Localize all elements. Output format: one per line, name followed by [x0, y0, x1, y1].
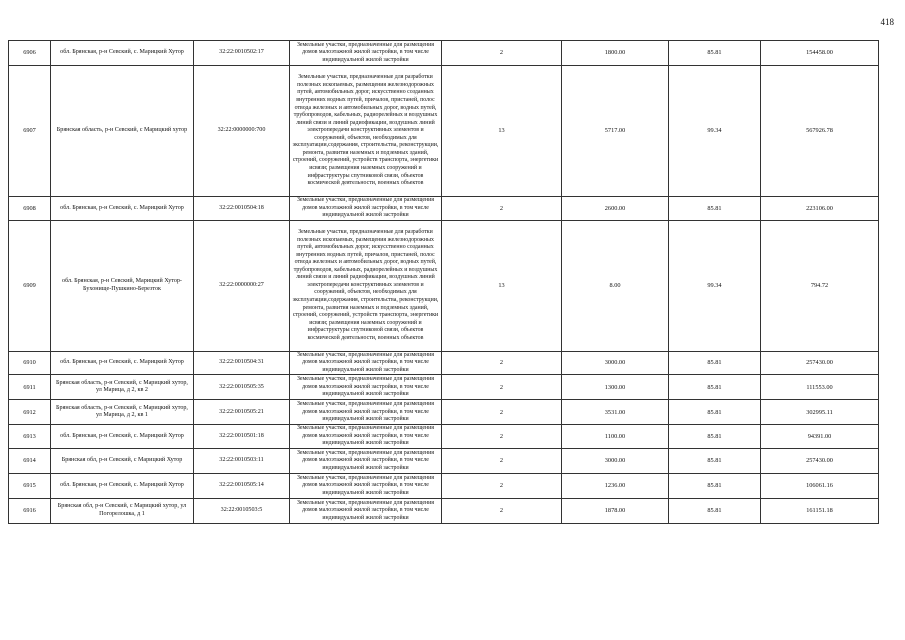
table-row [9, 498, 879, 523]
group-code-cell: 13 [442, 66, 562, 197]
table-row [9, 66, 879, 197]
address-cell: Брянская обл, р-н Севский, с Марицкий хутор, ул Погорелошка, д 1 [51, 498, 194, 523]
cadastral-number-cell: 32:22:0010505:14 [194, 473, 290, 498]
address-cell: Брянская область, р-н Севский, с Марицкий хутор [51, 66, 194, 197]
row-number-cell: 6915 [9, 473, 51, 498]
cadastral-number-cell: 32:22:0000000:27 [194, 220, 290, 351]
land-use-cell: Земельные участки, предназначенные для размещения домов малоэтажной жилой застройки, в том числе индивидуальной жилой застройки [290, 375, 442, 400]
address-cell: Брянская область, р-н Севский, с Марицкий хутор, ул Марица, д 2, кв 2 [51, 375, 194, 400]
cadastral-value-cell: 111553.00 [761, 375, 879, 400]
cadastral-value-cell: 794.72 [761, 220, 879, 351]
row-number-cell: 6912 [9, 400, 51, 425]
area-cell: 1800.00 [562, 41, 669, 66]
table-row [9, 400, 879, 425]
row-number-cell: 6913 [9, 425, 51, 449]
area-cell: 3000.00 [562, 351, 669, 375]
address-cell: обл. Брянская, р-н Севский, с. Марицкий Хутор [51, 351, 194, 375]
table-row [9, 448, 879, 473]
cadastral-number-cell: 32:22:0010501:18 [194, 425, 290, 449]
row-number-cell: 6914 [9, 448, 51, 473]
group-code-cell: 2 [442, 425, 562, 449]
address-cell: обл. Брянская, р-н Севский, с. Марицкий Хутор [51, 41, 194, 66]
page-number: 418 [880, 17, 894, 27]
cadastral-number-cell: 32:22:0010503:11 [194, 448, 290, 473]
cadastral-value-cell: 94391.00 [761, 425, 879, 449]
group-code-cell: 2 [442, 448, 562, 473]
rate-cell: 99.34 [669, 66, 761, 197]
table-body [9, 41, 879, 524]
row-number-cell: 6909 [9, 220, 51, 351]
table-row [9, 220, 879, 351]
land-use-cell: Земельные участки, предназначенные для размещения домов малоэтажной жилой застройки, в том числе индивидуальной жилой застройки [290, 351, 442, 375]
table-row [9, 375, 879, 400]
cadastral-value-cell: 106061.16 [761, 473, 879, 498]
cadastral-number-cell: 32:22:0010504:31 [194, 351, 290, 375]
rate-cell: 85.81 [669, 425, 761, 449]
land-use-cell: Земельные участки, предназначенные для разработки полезных ископаемых, размещения железнодорожных путей, автомобильных дорог, искусственно созданных внутренних водных путей, причалов, пристаней, полос отвода железных и автомобильных дорог, водных путей, трубопроводов, кабельных, радиорелейных и воздушных линий связи и линий радиофикации, воздушных линий электропередачи конструктивных элементов и сооружений, объектов, необходимых для эксплуатации,содержания, строительства, реконструкции, ремонта, развития наземных и подземных зданий, строений, сооружений, устройств транспорта, энергетики исвязи; размещения наземных сооружений и инфраструктуры спутниковой связи, объектов космической деятельности, военных объектов [290, 220, 442, 351]
group-code-cell: 13 [442, 220, 562, 351]
cadastral-number-cell: 32:22:0010505:21 [194, 400, 290, 425]
area-cell: 5717.00 [562, 66, 669, 197]
group-code-cell: 2 [442, 351, 562, 375]
row-number-cell: 6907 [9, 66, 51, 197]
group-code-cell: 2 [442, 400, 562, 425]
land-use-cell: Земельные участки, предназначенные для размещения домов малоэтажной жилой застройки, в том числе индивидуальной жилой застройки [290, 400, 442, 425]
cadastral-number-cell: 32:22:0010502:17 [194, 41, 290, 66]
area-cell: 1100.00 [562, 425, 669, 449]
area-cell: 2600.00 [562, 197, 669, 221]
group-code-cell: 2 [442, 375, 562, 400]
row-number-cell: 6906 [9, 41, 51, 66]
land-use-cell: Земельные участки, предназначенные для разработки полезных ископаемых, размещения железнодорожных путей, автомобильных дорог, искусственно созданных внутренних водных путей, причалов, пристаней, полос отвода железных и автомобильных дорог, водных путей, трубопроводов, кабельных, радиорелейных и воздушных линий связи и линий радиофикации, воздушных линий электропередачи конструктивных элементов и сооружений, объектов, необходимых для эксплуатации,содержания, строительства, реконструкции, ремонта, развития наземных и подземных зданий, строений, сооружений, устройств транспорта, энергетики исвязи; размещения наземных сооружений и инфраструктуры спутниковой связи, объектов космической деятельности, военных объектов [290, 66, 442, 197]
cadastral-number-cell: 32:22:0010505:35 [194, 375, 290, 400]
group-code-cell: 2 [442, 41, 562, 66]
cadastral-registry-table [8, 40, 879, 524]
row-number-cell: 6910 [9, 351, 51, 375]
address-cell: обл. Брянская, р-н Севский, Марицкий Хутор-Бухонище-Пушкино-Березток [51, 220, 194, 351]
land-use-cell: Земельные участки, предназначенные для размещения домов малоэтажной жилой застройки, в том числе индивидуальной жилой застройки [290, 197, 442, 221]
rate-cell: 85.81 [669, 498, 761, 523]
rate-cell: 85.81 [669, 375, 761, 400]
rate-cell: 85.81 [669, 41, 761, 66]
cadastral-number-cell: 32:22:0010504:18 [194, 197, 290, 221]
area-cell: 3000.00 [562, 448, 669, 473]
cadastral-value-cell: 161151.18 [761, 498, 879, 523]
cadastral-number-cell: 32:22:0000000:700 [194, 66, 290, 197]
address-cell: обл. Брянская, р-н Севский, с. Марицкий Хутор [51, 473, 194, 498]
land-use-cell: Земельные участки, предназначенные для размещения домов малоэтажной жилой застройки, в том числе индивидуальной жилой застройки [290, 41, 442, 66]
row-number-cell: 6911 [9, 375, 51, 400]
cadastral-number-cell: 32:22:0010503:5 [194, 498, 290, 523]
cadastral-value-cell: 257430.00 [761, 448, 879, 473]
address-cell: Брянская обл, р-н Севский, с Марицкий Хутор [51, 448, 194, 473]
group-code-cell: 2 [442, 197, 562, 221]
land-use-cell: Земельные участки, предназначенные для размещения домов малоэтажной жилой застройки, в том числе индивидуальной жилой застройки [290, 448, 442, 473]
cadastral-value-cell: 223106.00 [761, 197, 879, 221]
cadastral-value-cell: 154458.00 [761, 41, 879, 66]
group-code-cell: 2 [442, 498, 562, 523]
table-row [9, 425, 879, 449]
rate-cell: 85.81 [669, 473, 761, 498]
land-use-cell: Земельные участки, предназначенные для размещения домов малоэтажной жилой застройки, в том числе индивидуальной жилой застройки [290, 425, 442, 449]
area-cell: 8.00 [562, 220, 669, 351]
rate-cell: 99.34 [669, 220, 761, 351]
table-row [9, 351, 879, 375]
address-cell: Брянская область, р-н Севский, с Марицкий хутор, ул Марица, д 2, кв 1 [51, 400, 194, 425]
table-row [9, 41, 879, 66]
rate-cell: 85.81 [669, 197, 761, 221]
area-cell: 1300.00 [562, 375, 669, 400]
rate-cell: 85.81 [669, 400, 761, 425]
area-cell: 1236.00 [562, 473, 669, 498]
address-cell: обл. Брянская, р-н Севский, с. Марицкий Хутор [51, 425, 194, 449]
address-cell: обл. Брянская, р-н Севский, с. Марицкий Хутор [51, 197, 194, 221]
rate-cell: 85.81 [669, 448, 761, 473]
cadastral-value-cell: 257430.00 [761, 351, 879, 375]
row-number-cell: 6916 [9, 498, 51, 523]
area-cell: 1878.00 [562, 498, 669, 523]
area-cell: 3531.00 [562, 400, 669, 425]
row-number-cell: 6908 [9, 197, 51, 221]
rate-cell: 85.81 [669, 351, 761, 375]
cadastral-value-cell: 567926.78 [761, 66, 879, 197]
table-row [9, 197, 879, 221]
cadastral-value-cell: 302995.11 [761, 400, 879, 425]
land-use-cell: Земельные участки, предназначенные для размещения домов малоэтажной жилой застройки, в том числе индивидуальной жилой застройки [290, 473, 442, 498]
table-row [9, 473, 879, 498]
land-use-cell: Земельные участки, предназначенные для размещения домов малоэтажной жилой застройки, в том числе индивидуальной жилой застройки [290, 498, 442, 523]
group-code-cell: 2 [442, 473, 562, 498]
